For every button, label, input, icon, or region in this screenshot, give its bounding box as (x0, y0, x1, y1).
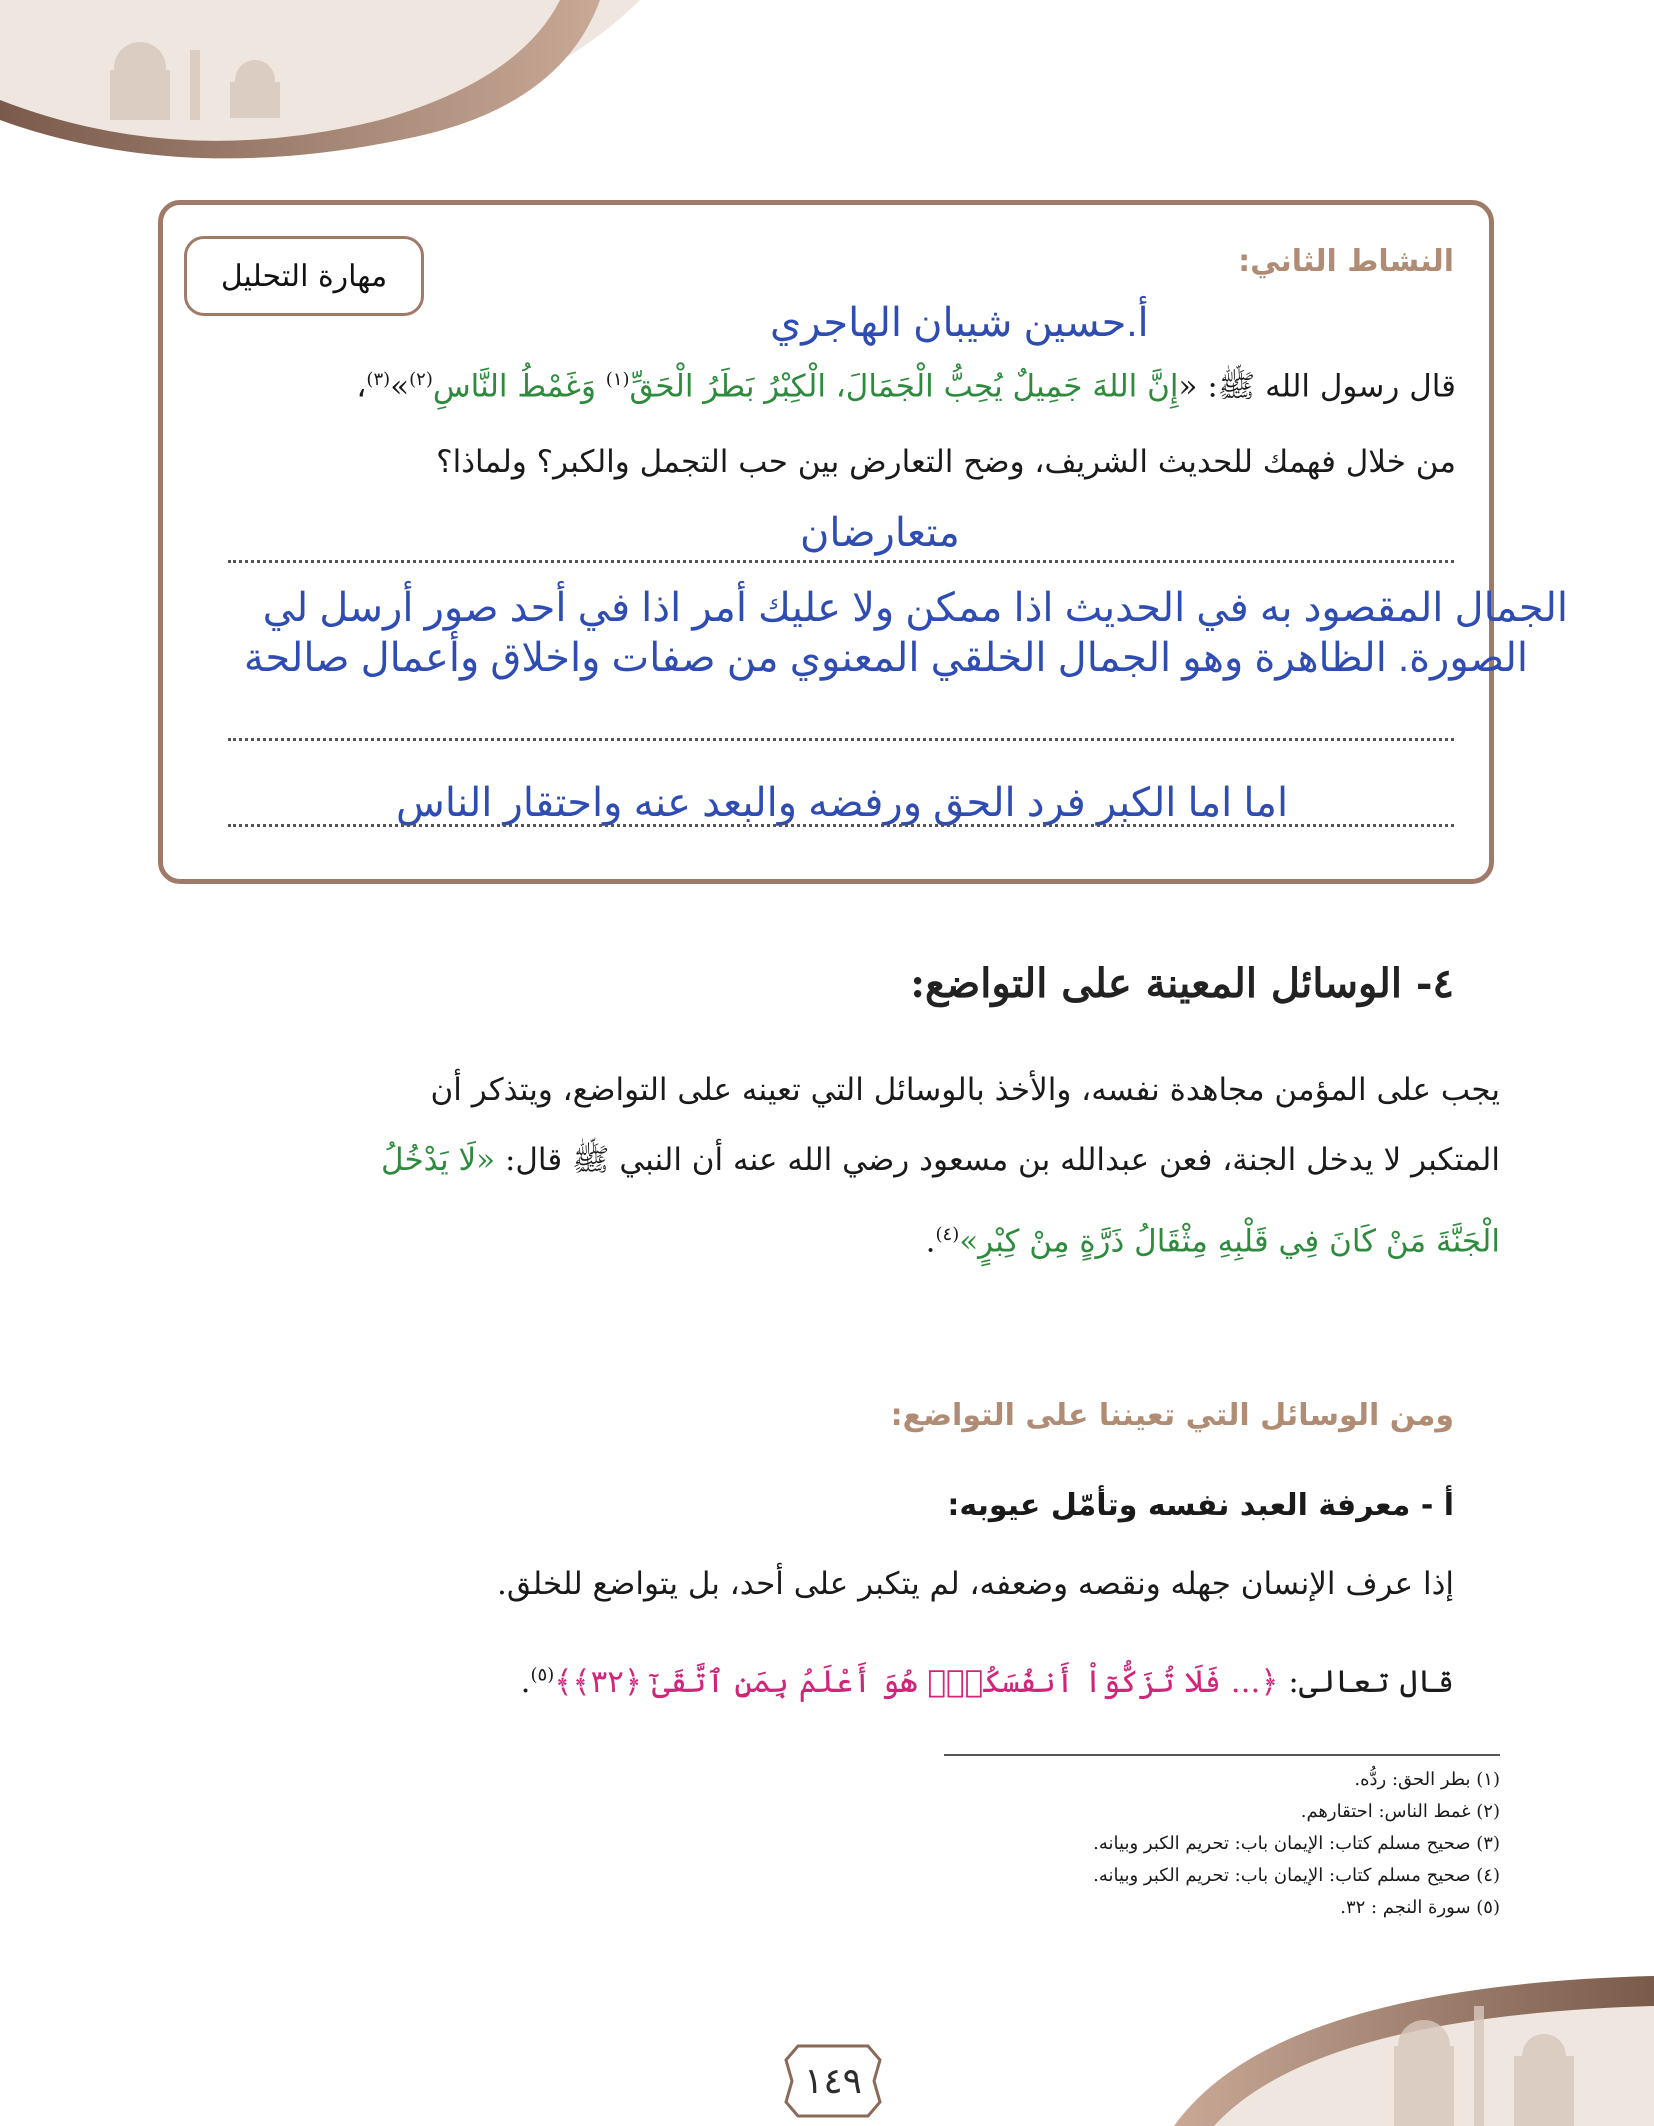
hadith-quote-start: «لَا يَدْخُلُ (381, 1142, 496, 1178)
hadith-end: ، (356, 368, 367, 405)
footnote-1: (١) بطر الحق: ردُّه. (1354, 1769, 1500, 1790)
verse-line (521, 1664, 1454, 1700)
answer-dotted-line-3 (228, 824, 1454, 827)
hadith-quote-end: الْجَنَّةَ مَنْ كَانَ فِي قَلْبِهِ مِثْقَالُ ذَرَّةٍ مِنْ كِبْرٍ» (959, 1223, 1500, 1260)
handwritten-answer-1: متعارضان (800, 511, 960, 555)
handwritten-answer-3: الصورة. الظاهرة وهو الجمال الخلقي المعنوي من صفات واخلاق وأعمال صالحة (243, 636, 1528, 680)
verse-text: ﴿... فَلَا تُزَكُّوٓاْ أَنفُسَكُمْۖ هُوَ أَعْلَمُ بِمَنِ ٱتَّقَىٰٓ ﴿٣٢﴾﴾ (554, 1664, 1279, 1700)
paragraph-line-2-text: المتكبر لا يدخل الجنة، فعن عبدالله بن مسعود رضي الله عنه أن النبي ﷺ قال: (495, 1142, 1500, 1178)
footnote-divider (944, 1754, 1500, 1756)
point-a-title: أ - معرفة العبد نفسه وتأمّل عيوبه: (947, 1488, 1454, 1523)
page-number-badge (778, 2036, 888, 2126)
footnote-4: (٤) صحيح مسلم كتاب: الإيمان باب: تحريم الكبر وبيانه. (1093, 1865, 1500, 1886)
handwritten-answer-4: اما اما الكبر فرد الحق ورفضه والبعد عنه واحتقار الناس (396, 781, 1289, 825)
activity-question: من خلال فهمك للحديث الشريف، وضح التعارض بين حب التجمل والكبر؟ ولماذا؟ (436, 444, 1456, 480)
verse-intro: قال تعالى: (1278, 1664, 1454, 1700)
sub-heading: ومن الوسائل التي تعيننا على التواضع: (890, 1398, 1454, 1433)
section-heading: ٤- الوسائل المعينة على التواضع: (910, 960, 1454, 1007)
footnote-5: (٥) سورة النجم : ٣٢. (1340, 1897, 1500, 1918)
paragraph-line-3-end: . (925, 1223, 936, 1260)
page-number: ١٤٩ (803, 2060, 862, 2102)
paragraph-line-2 (150, 1125, 1500, 1195)
hadith-close: » (390, 368, 410, 405)
footnote-ref-5: (٥) (530, 1664, 555, 1686)
bottom-corner-ornament (1134, 1966, 1654, 2126)
footnote-ref-4: (٤) (935, 1224, 960, 1245)
footnote-3: (٣) صحيح مسلم كتاب: الإيمان باب: تحريم الكبر وبيانه. (1093, 1833, 1500, 1854)
footnote-ref-2: (٢) (409, 369, 433, 390)
top-corner-ornament (0, 0, 640, 160)
answer-dotted-line-2 (228, 738, 1454, 741)
footnotes-list (940, 1764, 1500, 1924)
paragraph-line-1: يجب على المؤمن مجاهدة نفسه، والأخذ بالوسائل التي تعينه على التواضع، ويتذكر أن (430, 1072, 1500, 1108)
handwritten-answer-2: الجمال المقصود به في الحديث اذا ممكن ولا عليك أمر اذا في أحد صور أرسل لي (262, 586, 1568, 630)
answer-dotted-line-1 (228, 560, 1454, 563)
hadith-intro: قال رسول الله ﷺ: « (1178, 368, 1456, 405)
footnote-ref-3: (٣) (366, 369, 391, 390)
footnote-ref-1: (١) (605, 369, 630, 390)
skill-badge: مهارة التحليل (184, 236, 424, 316)
footnote-2: (٢) غمط الناس: احتقارهم. (1300, 1801, 1500, 1822)
paragraph-line-3 (150, 1200, 1500, 1276)
verse-end: . (520, 1664, 531, 1700)
hadith-line (176, 350, 1456, 416)
point-a-text: إذا عرف الإنسان جهله ونقصه وضعفه، لم يتكبر على أحد، بل يتواضع للخلق. (497, 1566, 1454, 1602)
activity-title: النشاط الثاني: (1238, 244, 1454, 279)
hadith-text-2: وَغَمْطُ النَّاسِ (432, 368, 606, 405)
hadith-text: إِنَّ اللهَ جَمِيلٌ يُحِبُّ الْجَمَالَ، الْكِبْرُ بَطَرُ الْحَقِّ (629, 368, 1179, 405)
author-handwritten-note: أ.حسين شيبان الهاجري (770, 301, 1149, 345)
